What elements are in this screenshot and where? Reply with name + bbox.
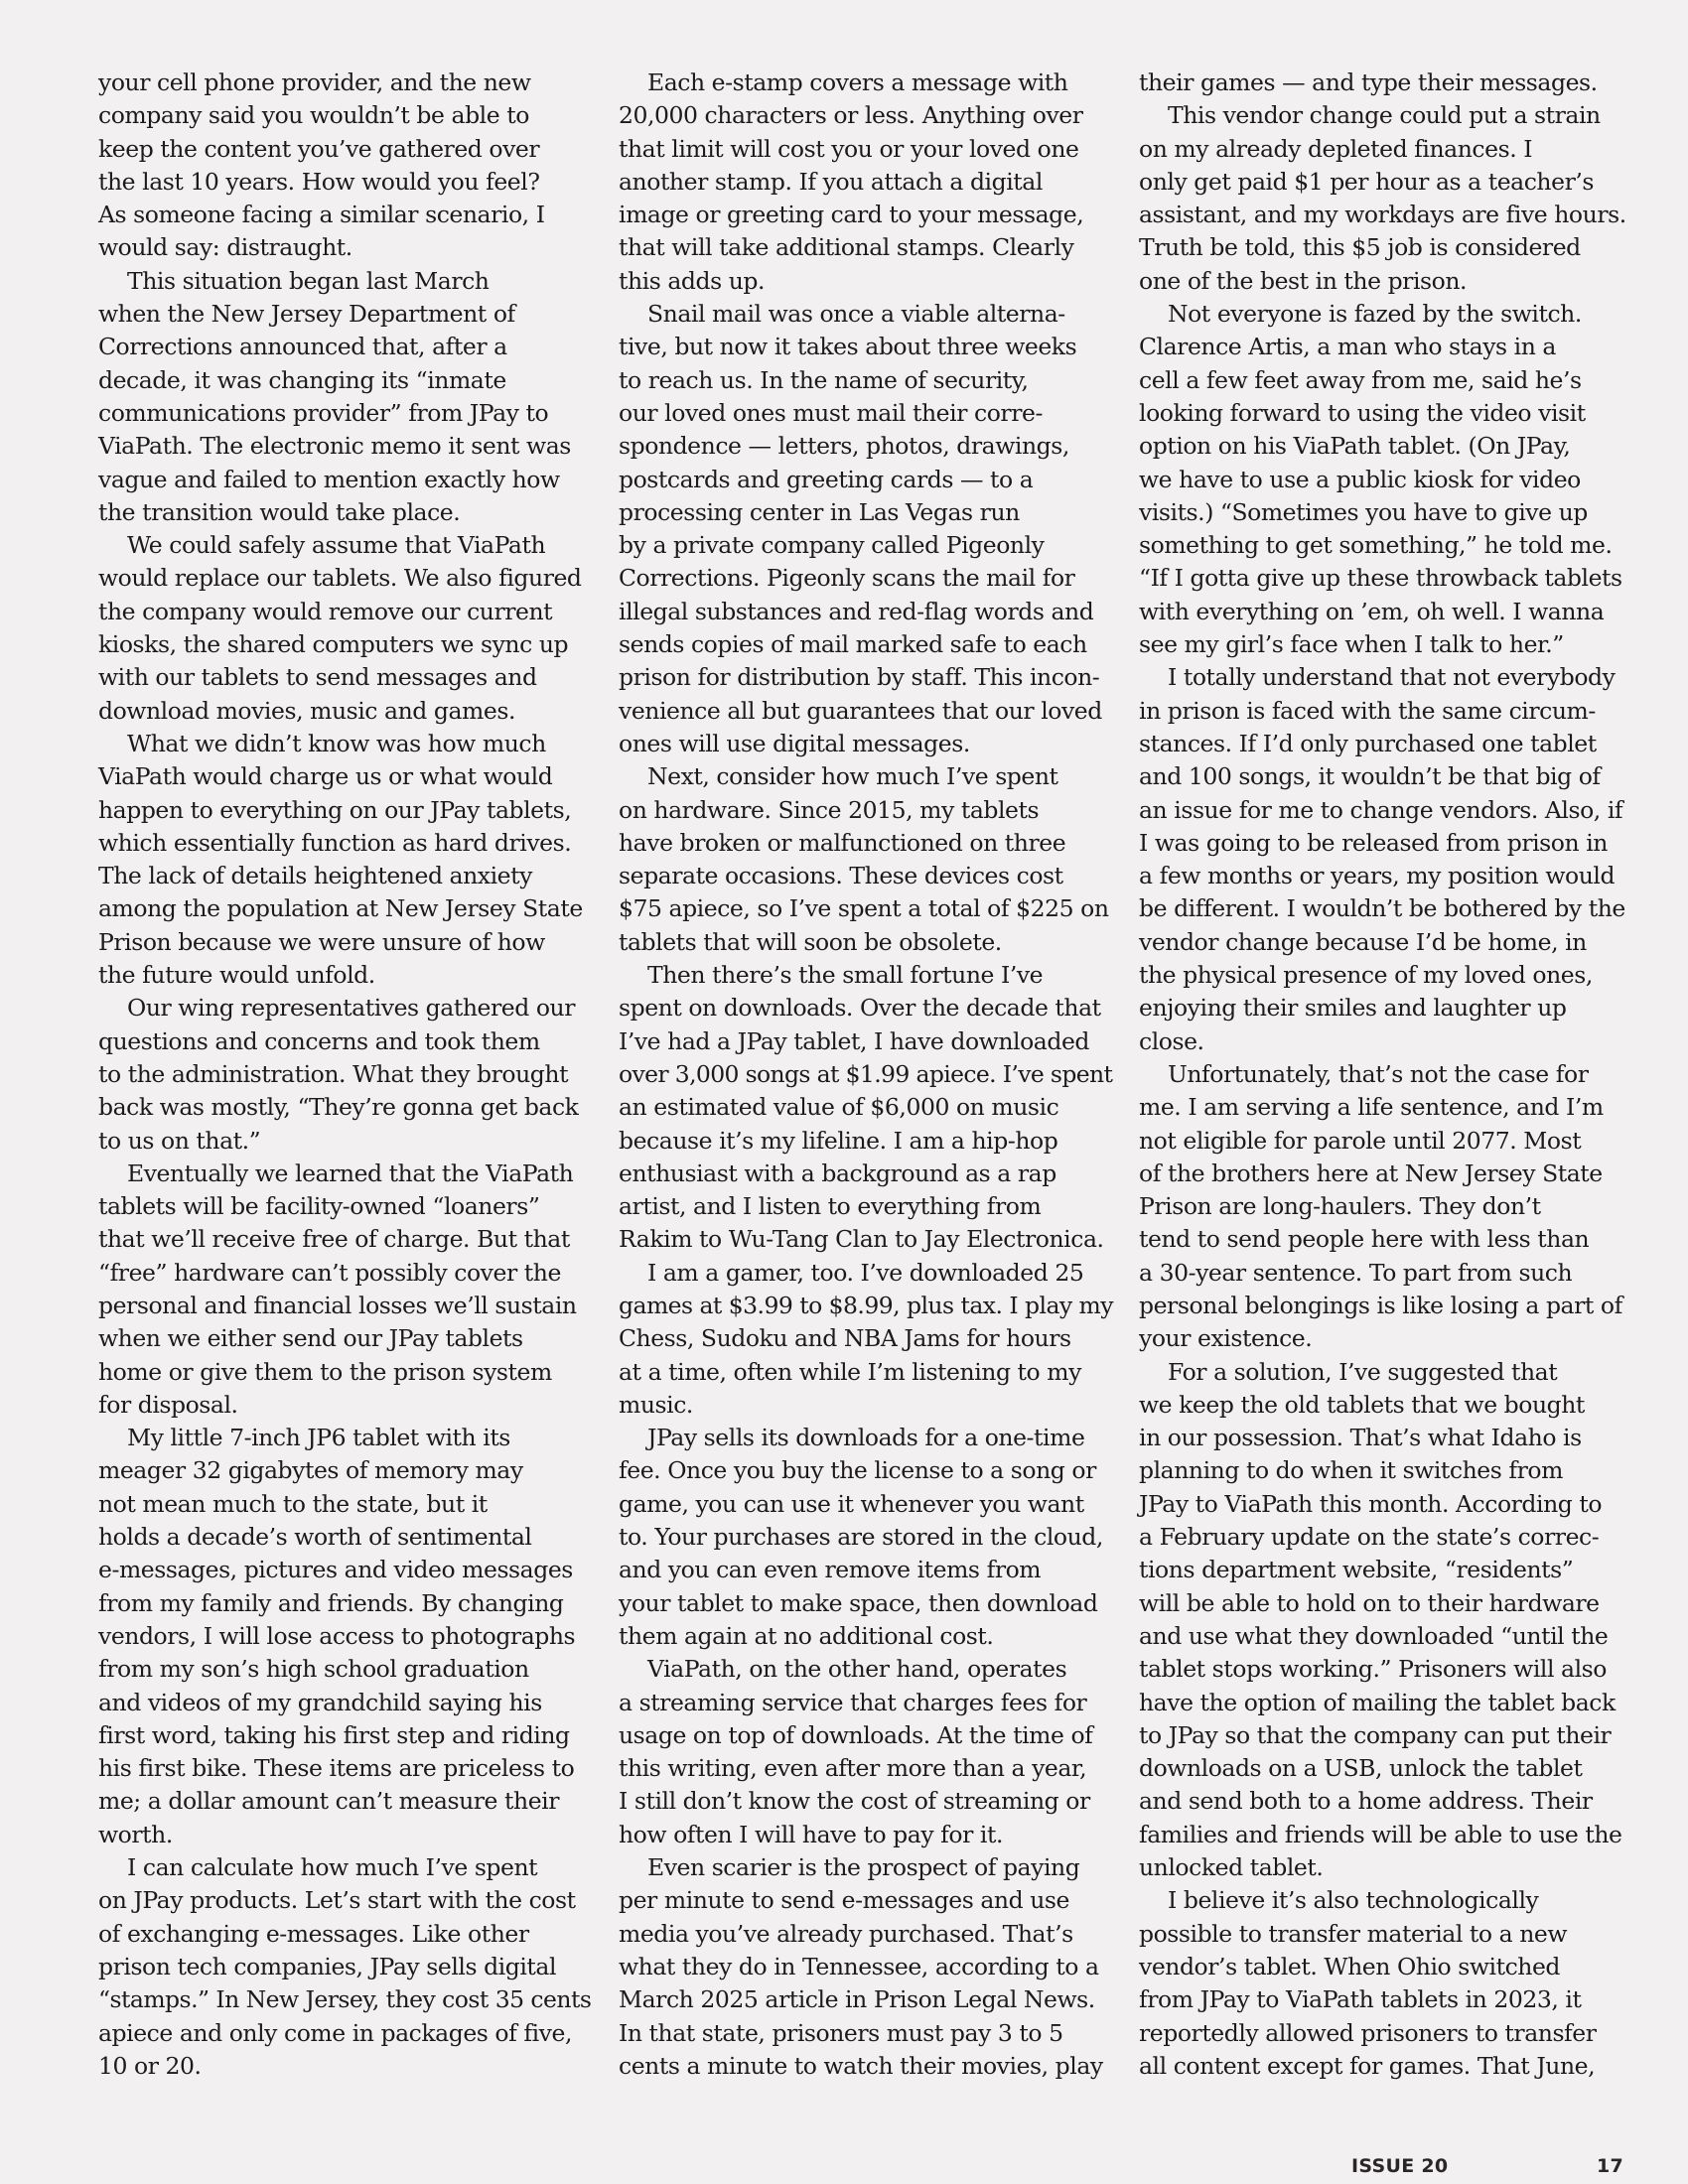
text-column-1 xyxy=(98,67,595,2083)
text-line: his first bike. These items are priceless to xyxy=(98,1754,575,1783)
text-line: company said you wouldn’t be able to xyxy=(98,101,529,130)
text-line: at a time, often while I’m listening to my xyxy=(619,1357,1081,1386)
text-line: in prison is faced with the same circum- xyxy=(1139,696,1596,725)
text-line: vendors, I will lose access to photographs xyxy=(98,1621,576,1650)
text-column-2 xyxy=(619,67,1115,2083)
text-line: which essentially function as hard drives. xyxy=(98,828,572,857)
text-line: on hardware. Since 2015, my tablets xyxy=(619,795,1040,824)
text-line: looking forward to using the video visit xyxy=(1139,398,1586,427)
text-line: be different. I wouldn’t be bothered by the xyxy=(1139,894,1625,923)
text-line: see my girl’s face when I talk to her.” xyxy=(1139,630,1564,659)
text-line: 20,000 characters or less. Anything over xyxy=(619,101,1083,130)
text-line: your tablet to make space, then download xyxy=(619,1588,1098,1617)
text-line: only get paid $1 per hour as a teacher’s xyxy=(1139,167,1594,196)
text-line: tablet stops working.” Prisoners will also xyxy=(1139,1655,1607,1684)
text-line: illegal substances and red-flag words and xyxy=(619,597,1094,625)
text-line: separate occasions. These devices cost xyxy=(619,862,1063,890)
text-line: Unfortunately, that’s not the case for xyxy=(1168,1059,1589,1088)
text-line: For a solution, I’ve suggested that xyxy=(1168,1357,1558,1386)
text-line: not eligible for parole until 2077. Most xyxy=(1139,1126,1582,1155)
text-line: over 3,000 songs at $1.99 apiece. I’ve spent xyxy=(619,1059,1113,1088)
text-line: by a private company called Pigeonly xyxy=(619,531,1045,560)
text-line: all content except for games. That June, xyxy=(1139,2051,1596,2080)
text-line: I can calculate how much I’ve spent xyxy=(127,1853,538,1882)
text-line: Eventually we learned that the ViaPath xyxy=(127,1159,574,1187)
text-line: another stamp. If you attach a digital xyxy=(619,167,1043,196)
text-line: first word, taking his first step and riding xyxy=(98,1720,570,1749)
text-line: apiece and only come in packages of five, xyxy=(98,2018,572,2047)
text-line: Our wing representatives gathered our xyxy=(127,994,575,1023)
text-line: Each e-stamp covers a message with xyxy=(647,68,1068,96)
text-line: ones will use digital messages. xyxy=(619,729,970,757)
text-line: have the option of mailing the tablet back xyxy=(1139,1688,1616,1716)
text-line: among the population at New Jersey State xyxy=(98,894,583,923)
text-line: home or give them to the prison system xyxy=(98,1357,552,1386)
text-line: Then there’s the small fortune I’ve xyxy=(647,961,1044,990)
text-line: vendor change because I’d be home, in xyxy=(1139,927,1587,956)
text-line: e-messages, pictures and video messages xyxy=(98,1556,573,1584)
text-line: an estimated value of $6,000 on music xyxy=(619,1093,1059,1122)
text-line: Prison because we were unsure of how xyxy=(98,927,545,956)
text-line: personal and financial losses we’ll sustain xyxy=(98,1291,577,1319)
text-line: artist, and I listen to everything from xyxy=(619,1192,1042,1221)
text-line: your cell phone provider, and the new xyxy=(98,68,531,96)
text-line: their games — and type their messages. xyxy=(1139,68,1598,96)
text-line: would say: distraught. xyxy=(98,233,352,262)
text-line: from my son’s high school graduation xyxy=(98,1655,529,1684)
text-line: In that state, prisoners must pay 3 to 5 xyxy=(619,2018,1063,2047)
text-line: from my family and friends. By changing xyxy=(98,1588,564,1617)
text-line: your existence. xyxy=(1139,1324,1313,1353)
text-line: Truth be told, this $5 job is considered xyxy=(1139,233,1581,262)
text-line: to us on that.” xyxy=(98,1126,261,1155)
text-line: with our tablets to send messages and xyxy=(98,663,537,692)
text-line: worth. xyxy=(98,1820,173,1848)
text-line: them again at no additional cost. xyxy=(619,1621,994,1650)
text-line: one of the best in the prison. xyxy=(1139,266,1468,295)
text-line: to. Your purchases are stored in the cloud, xyxy=(619,1523,1103,1552)
text-line: on JPay products. Let’s start with the cost xyxy=(98,1886,576,1915)
text-line: March 2025 article in Prison Legal News. xyxy=(619,1985,1095,2014)
text-line: spondence — letters, photos, drawings, xyxy=(619,432,1069,461)
text-line: and use what they downloaded “until the xyxy=(1139,1621,1609,1650)
text-line: Next, consider how much I’ve spent xyxy=(647,762,1058,791)
text-line: have broken or malfunctioned on three xyxy=(619,828,1066,857)
text-line: image or greeting card to your message, xyxy=(619,201,1084,229)
text-line: our loved ones must mail their corre- xyxy=(619,398,1043,427)
text-line: holds a decade’s worth of sentimental xyxy=(98,1523,532,1552)
text-line: fee. Once you buy the license to a song or xyxy=(619,1456,1096,1485)
text-line: Chess, Sudoku and NBA Jams for hours xyxy=(619,1324,1071,1353)
text-line: a few months or years, my position would xyxy=(1139,862,1616,890)
text-line: unlocked tablet. xyxy=(1139,1853,1324,1882)
text-line: “If I gotta give up these throwback tablets xyxy=(1139,564,1622,593)
text-line: I was going to be released from prison in xyxy=(1139,828,1608,857)
text-line: I totally understand that not everybody xyxy=(1168,663,1616,692)
text-line: tions department website, “residents” xyxy=(1139,1556,1574,1584)
text-line: the physical presence of my loved ones, xyxy=(1139,961,1593,990)
text-line: game, you can use it whenever you want xyxy=(619,1489,1084,1518)
text-line: communications provider” from JPay to xyxy=(98,398,549,427)
text-line: cell a few feet away from me, said he’s xyxy=(1139,365,1582,394)
text-line: My little 7-inch JP6 tablet with its xyxy=(127,1424,510,1452)
text-line: not mean much to the state, but it xyxy=(98,1489,488,1518)
text-line: assistant, and my workdays are five hours. xyxy=(1139,201,1626,229)
text-line: spent on downloads. Over the decade that xyxy=(619,994,1101,1023)
text-line: would replace our tablets. We also figured xyxy=(98,564,582,593)
text-line: Even scarier is the prospect of paying xyxy=(647,1853,1080,1882)
issue-label: ISSUE 20 xyxy=(1351,2155,1449,2177)
text-line: Corrections announced that, after a xyxy=(98,333,507,361)
text-line: Corrections. Pigeonly scans the mail for xyxy=(619,564,1075,593)
text-line: “free” hardware can’t possibly cover the xyxy=(98,1258,561,1287)
text-line: Rakim to Wu-Tang Clan to Jay Electronica. xyxy=(619,1225,1104,1254)
text-line: possible to transfer material to a new xyxy=(1139,1919,1568,1948)
text-line: to the administration. What they brought xyxy=(98,1059,569,1088)
text-line: venience all but guarantees that our loved xyxy=(619,696,1102,725)
text-line: visits.) “Sometimes you have to give up xyxy=(1139,497,1588,526)
text-line: ViaPath, on the other hand, operates xyxy=(647,1655,1067,1684)
text-line: cents a minute to watch their movies, play xyxy=(619,2051,1103,2080)
text-line: of the brothers here at New Jersey State xyxy=(1139,1159,1603,1187)
text-line: media you’ve already purchased. That’s xyxy=(619,1919,1073,1948)
text-line: I believe it’s also technologically xyxy=(1168,1886,1539,1915)
text-line: stances. If I’d only purchased one tablet xyxy=(1139,729,1597,757)
text-line: because it’s my lifeline. I am a hip-hop xyxy=(619,1126,1058,1155)
text-line: Prison are long-haulers. They don’t xyxy=(1139,1192,1541,1221)
text-line: This situation began last March xyxy=(127,266,490,295)
text-line: 10 or 20. xyxy=(98,2051,202,2080)
text-line: prison tech companies, JPay sells digital xyxy=(98,1952,557,1980)
text-line: questions and concerns and took them xyxy=(98,1026,540,1055)
text-line: when the New Jersey Department of xyxy=(98,300,515,329)
text-line: the company would remove our current xyxy=(98,597,553,625)
text-line: on my already depleted finances. I xyxy=(1139,134,1533,163)
text-line: enthusiast with a background as a rap xyxy=(619,1159,1056,1187)
text-line: I still don’t know the cost of streaming or xyxy=(619,1787,1090,1816)
text-line: enjoying their smiles and laughter up xyxy=(1139,994,1567,1023)
text-line: happen to everything on our JPay tablets, xyxy=(98,795,572,824)
text-line: ViaPath would charge us or what would xyxy=(98,762,553,791)
text-line: JPay sells its downloads for a one-time xyxy=(647,1424,1085,1452)
text-line: the transition would take place. xyxy=(98,497,461,526)
text-line: prison for distribution by staff. This incon- xyxy=(619,663,1100,692)
text-line: per minute to send e-messages and use xyxy=(619,1886,1069,1915)
text-line: ViaPath. The electronic memo it sent was xyxy=(98,432,571,461)
text-line: and 100 songs, it wouldn’t be that big of xyxy=(1139,762,1601,791)
text-line: that will take additional stamps. Clearly xyxy=(619,233,1074,262)
text-line: the future would unfold. xyxy=(98,961,375,990)
page-number: 17 xyxy=(1597,2155,1624,2177)
text-line: we keep the old tablets that we bought xyxy=(1139,1390,1585,1419)
text-line: vague and failed to mention exactly how xyxy=(98,465,560,493)
text-line: that limit will cost you or your loved one xyxy=(619,134,1079,163)
text-line: What we didn’t know was how much xyxy=(127,729,546,757)
text-line: I am a gamer, too. I’ve downloaded 25 xyxy=(647,1258,1084,1287)
text-line: downloads on a USB, unlock the tablet xyxy=(1139,1754,1583,1783)
text-line: games at $3.99 to $8.99, plus tax. I play my xyxy=(619,1291,1114,1319)
text-line: planning to do when it switches from xyxy=(1139,1456,1563,1485)
text-line: As someone facing a similar scenario, I xyxy=(98,201,545,229)
text-line: reportedly allowed prisoners to transfer xyxy=(1139,2018,1597,2047)
text-line: to reach us. In the name of security, xyxy=(619,365,1029,394)
text-line: an issue for me to change vendors. Also, if xyxy=(1139,795,1623,824)
text-line: meager 32 gigabytes of memory may xyxy=(98,1456,523,1485)
text-line: close. xyxy=(1139,1026,1204,1055)
text-line: something to get something,” he told me. xyxy=(1139,531,1613,560)
text-line: tablets that will soon be obsolete. xyxy=(619,927,1002,956)
text-line: tablets will be facility-owned “loaners” xyxy=(98,1192,540,1221)
text-line: will be able to hold on to their hardware xyxy=(1139,1588,1600,1617)
text-line: JPay to ViaPath this month. According to xyxy=(1139,1489,1603,1518)
text-line: from JPay to ViaPath tablets in 2023, it xyxy=(1139,1985,1582,2014)
text-line: personal belongings is like losing a part of xyxy=(1139,1291,1622,1319)
text-line: back was mostly, “They’re gonna get back xyxy=(98,1093,579,1122)
text-line: with everything on ’em, oh well. I wanna xyxy=(1139,597,1605,625)
text-line: this writing, even after more than a year, xyxy=(619,1754,1087,1783)
text-line: Clarence Artis, a man who stays in a xyxy=(1139,333,1556,361)
text-line: what they do in Tennessee, according to a xyxy=(619,1952,1099,1980)
text-line: this adds up. xyxy=(619,266,766,295)
text-line: tive, but now it takes about three weeks xyxy=(619,333,1077,361)
text-line: and videos of my grandchild saying his xyxy=(98,1688,542,1716)
text-line: kiosks, the shared computers we sync up xyxy=(98,630,569,659)
text-line: a 30-year sentence. To part from such xyxy=(1139,1258,1573,1287)
text-line: and you can even remove items from xyxy=(619,1556,1042,1584)
text-line: we have to use a public kiosk for video xyxy=(1139,465,1581,493)
text-line: the last 10 years. How would you feel? xyxy=(98,167,540,196)
text-line: postcards and greeting cards — to a xyxy=(619,465,1034,493)
text-line: that we’ll receive free of charge. But that xyxy=(98,1225,570,1254)
text-line: in our possession. That’s what Idaho is xyxy=(1139,1424,1582,1452)
text-column-3 xyxy=(1139,67,1635,2083)
text-line: for disposal. xyxy=(98,1390,238,1419)
text-line: music. xyxy=(619,1390,693,1419)
text-line: me; a dollar amount can’t measure their xyxy=(98,1787,560,1816)
text-line: vendor’s tablet. When Ohio switched xyxy=(1139,1952,1561,1980)
text-line: $75 apiece, so I’ve spent a total of $225 on xyxy=(619,894,1109,923)
text-line: a streaming service that charges fees for xyxy=(619,1688,1087,1716)
text-line: decade, it was changing its “inmate xyxy=(98,365,506,394)
text-line: how often I will have to pay for it. xyxy=(619,1820,1003,1848)
text-line: option on his ViaPath tablet. (On JPay, xyxy=(1139,432,1571,461)
text-line: and send both to a home address. Their xyxy=(1139,1787,1593,1816)
text-line: a February update on the state’s correc- xyxy=(1139,1523,1600,1552)
text-line: Not everyone is fazed by the switch. xyxy=(1168,300,1582,329)
text-line: Snail mail was once a viable alterna- xyxy=(647,300,1065,329)
text-line: usage on top of downloads. At the time of xyxy=(619,1720,1093,1749)
text-line: “stamps.” In New Jersey, they cost 35 cents xyxy=(98,1985,592,2014)
text-line: The lack of details heightened anxiety xyxy=(98,862,532,890)
text-line: sends copies of mail marked safe to each xyxy=(619,630,1087,659)
text-line: families and friends will be able to use the xyxy=(1139,1820,1622,1848)
text-line: keep the content you’ve gathered over xyxy=(98,134,540,163)
text-line: download movies, music and games. xyxy=(98,696,515,725)
text-line: tend to send people here with less than xyxy=(1139,1225,1590,1254)
text-line: We could safely assume that ViaPath xyxy=(127,531,546,560)
text-line: I’ve had a JPay tablet, I have downloaded xyxy=(619,1026,1089,1055)
text-line: to JPay so that the company can put their xyxy=(1139,1720,1612,1749)
text-line: of exchanging e-messages. Like other xyxy=(98,1919,529,1948)
text-line: This vendor change could put a strain xyxy=(1168,101,1601,130)
text-line: when we either send our JPay tablets xyxy=(98,1324,523,1353)
text-line: processing center in Las Vegas run xyxy=(619,497,1020,526)
text-line: me. I am serving a life sentence, and I’m xyxy=(1139,1093,1604,1122)
